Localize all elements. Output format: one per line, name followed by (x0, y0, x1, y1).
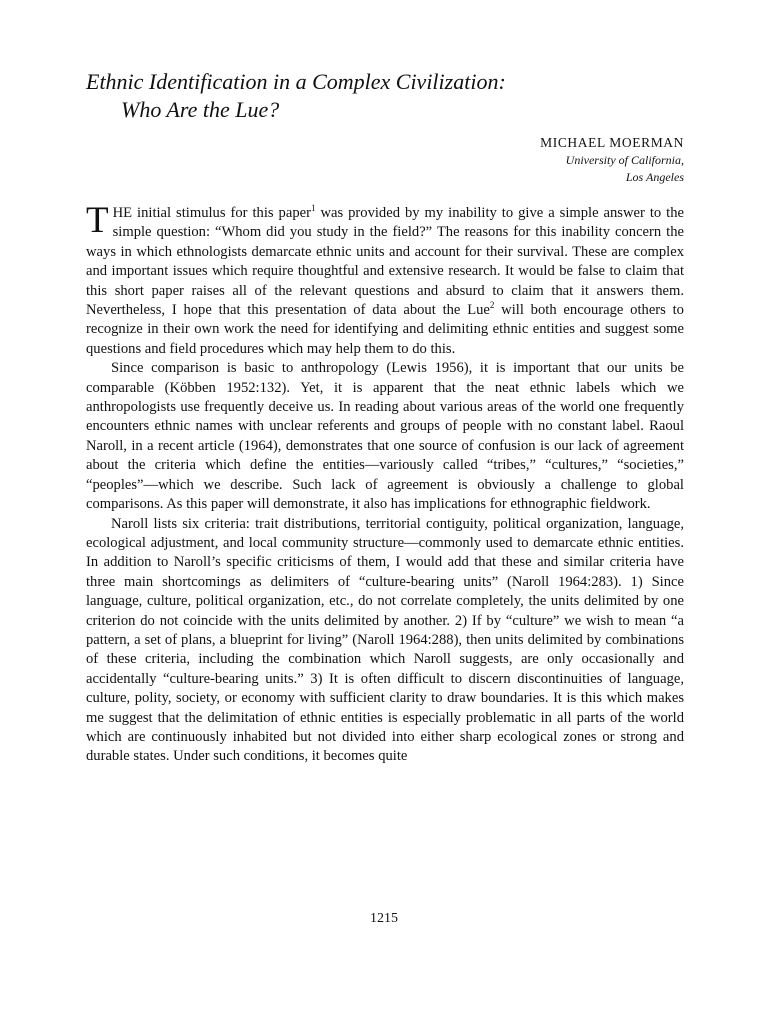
affiliation-line-1: University of California, (565, 153, 684, 167)
byline (540, 134, 684, 186)
page-number: 1215 (370, 911, 398, 926)
affiliation-line-2: Los Angeles (625, 170, 684, 184)
author-name: MICHAEL MOERMAN (540, 135, 684, 150)
article-body (86, 200, 684, 767)
paragraph-1 (86, 200, 684, 359)
title-line-1: Ethnic Identification in a Complex Civilization: (86, 69, 506, 94)
paragraph-1-text-a: HE initial stimulus for this paper (112, 205, 311, 221)
footnote-ref-2[interactable]: 2 (489, 300, 495, 311)
paragraph-1-text-b: was provided by my inability to give a simple answer to the simple question: “Whom did you study in the field?” The reasons for this inability concern the ways in which ethnologists demarcate ethnic units and account for their survival. These are complex and important issues which require thoughtful and extensive research. It would be false to claim that this short paper raises all of the relevant questions and absurd to claim that it answers them. Nevertheless, I hope that this presentation of data about the Lue (86, 205, 684, 319)
paragraph-1-text-c: will both encourage others to recognize in their own work the need for identifying and delimiting ethnic entities and suggest some questions and field procedures which may help them to do this. (86, 302, 684, 357)
drop-cap: T (86, 200, 109, 241)
article-title (86, 68, 506, 124)
title-line-2: Who Are the Lue? (121, 97, 280, 122)
footnote-ref-1[interactable]: 1 (310, 203, 316, 214)
paragraph-3: Naroll lists six criteria: trait distributions, territorial contiguity, political organization, language, ecological adjustment, and local community structure—commonly used to demarcate ethnic entities. In addition to Naroll’s specific criticisms of them, I would add that these and similar criteria have three main shortcomings as delimiters of “culture-bearing units” (Naroll 1964:283). 1) Since language, culture, political organization, etc., do not correlate completely, the units delimited by one criterion do not coincide with the units delimited by another. 2) If by “culture” we wish to mean “a pattern, a set of plans, a blueprint for living” (Naroll 1964:288), then units delimited by combinations of these criteria, including the combination which Naroll suggests, are only occasionally and accidentally “culture-bearing units.” 3) It is often difficult to discern discontinuities of language, culture, polity, society, or economy with sufficient clarity to draw boundaries. It is this which makes me suggest that the delimitation of ethnic entities is especially problematic in all parts of the world which are continuously inhabited but not divided into either sharp ecological zones or strong and durable states. Under such conditions, it becomes quite (86, 515, 684, 765)
paragraph-2: Since comparison is basic to anthropology (Lewis 1956), it is important that our units be comparable (Köbben 1952:132). Yet, it is apparent that the neat ethnic labels which we anthropologists use frequently deceive us. In reading about various areas of the world one frequently encounters ethnic names with unclear referents and groups of people with no constant label. Raoul Naroll, in a recent article (1964), demonstrates that one source of confusion is our lack of agreement about the criteria which define the entities—variously called “tribes,” “cultures,” “societies,” “peoples”—which we describe. Such lack of agreement is obviously a challenge to global comparisons. As this paper will demonstrate, it also has implications for ethnographic fieldwork. (86, 360, 684, 513)
